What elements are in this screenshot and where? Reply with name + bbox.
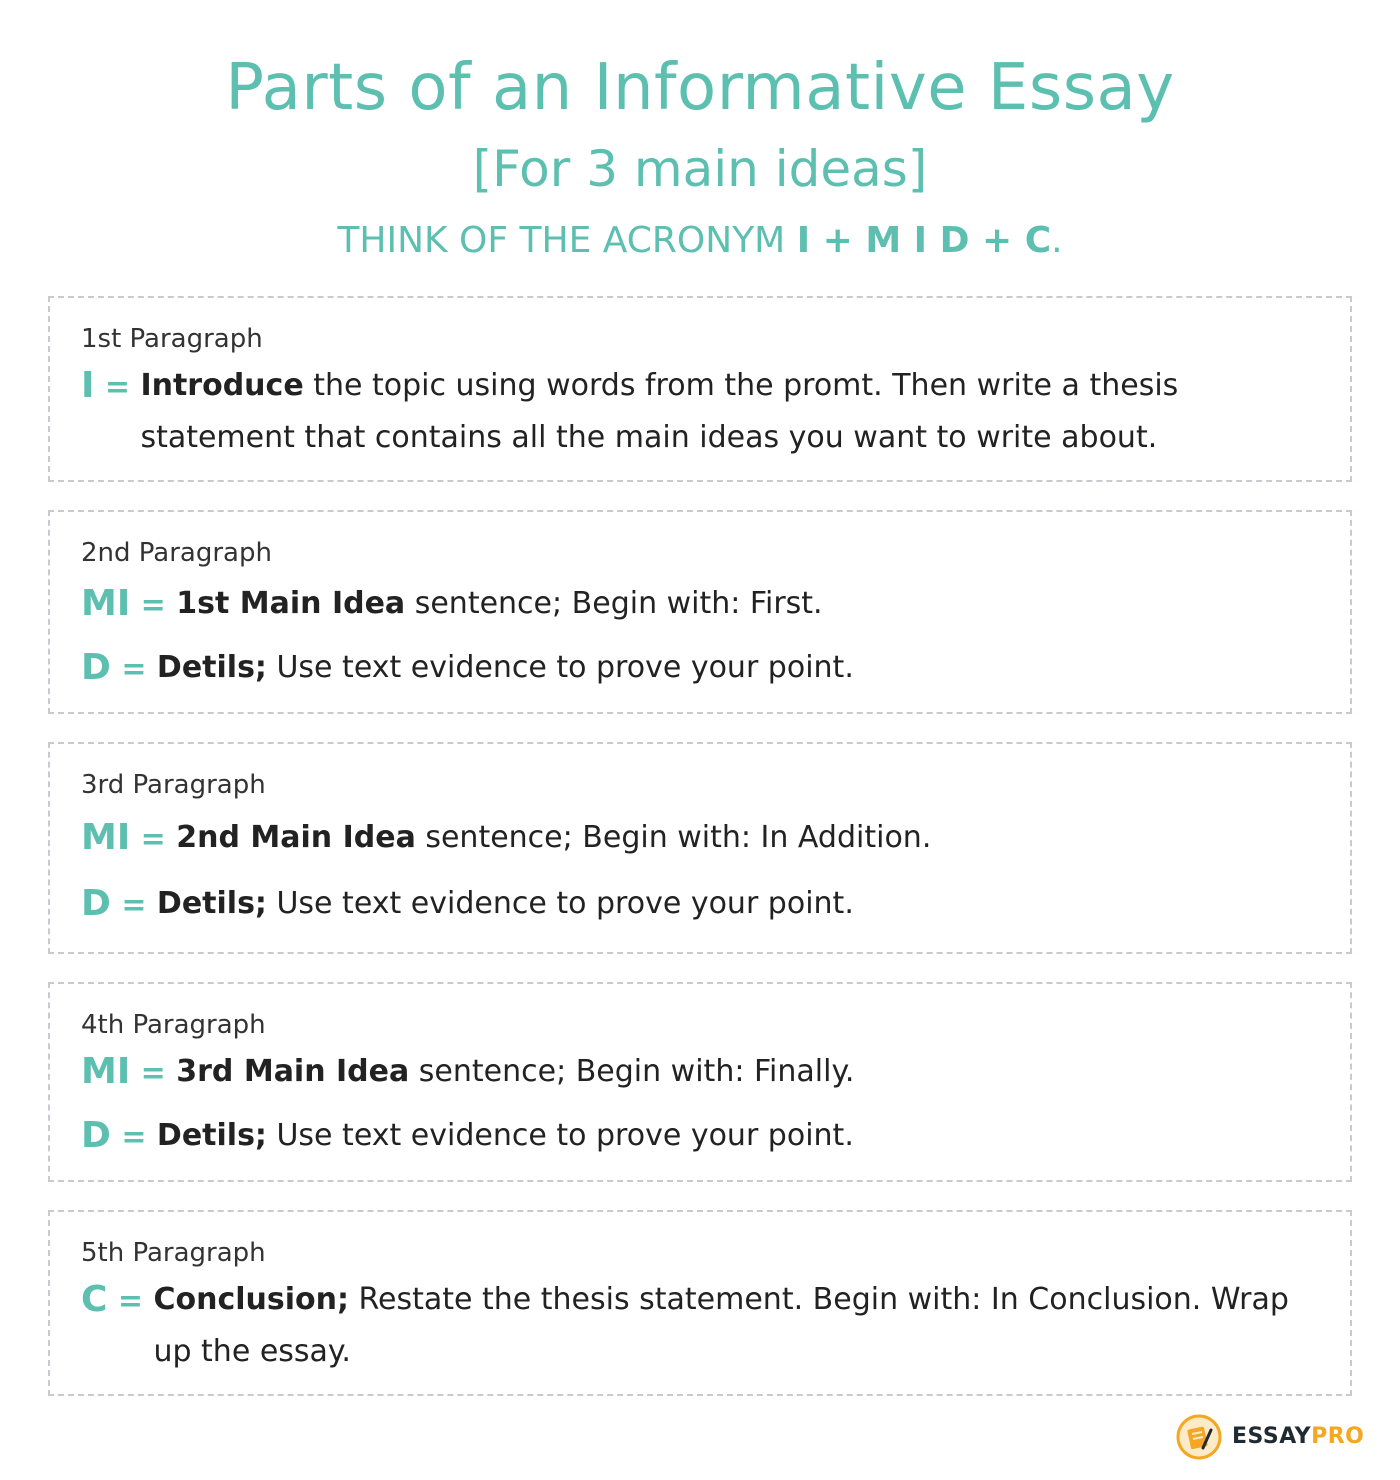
line-prefix — [81, 1274, 153, 1328]
acronym-letter: D — [81, 1115, 111, 1156]
acronym-letter: D — [81, 647, 111, 688]
paragraph-label: 4th Paragraph — [81, 1010, 266, 1040]
line-prefix — [81, 642, 157, 696]
line-term: Introduce — [140, 368, 304, 403]
paragraph-line — [81, 1110, 1330, 1164]
equals-sign: = — [107, 1284, 154, 1319]
paragraph-label: 3rd Paragraph — [81, 770, 266, 800]
acronym-letter: MI — [81, 817, 131, 858]
line-text: sentence; Begin with: First. — [405, 586, 823, 621]
paragraph-box-3 — [48, 742, 1352, 954]
equals-sign: = — [110, 652, 157, 687]
paragraph-label: 5th Paragraph — [81, 1238, 266, 1268]
paragraph-box-4 — [48, 982, 1352, 1182]
paragraph-box-2 — [48, 510, 1352, 714]
line-content — [176, 578, 1330, 630]
line-term: Conclusion; — [153, 1282, 349, 1317]
line-term: 3rd Main Idea — [176, 1054, 410, 1089]
line-term: 2nd Main Idea — [176, 820, 416, 855]
line-content — [140, 360, 1330, 464]
line-prefix — [81, 812, 176, 866]
paragraph-box-5 — [48, 1210, 1352, 1396]
acronym: I + M I D + C — [796, 220, 1052, 261]
acronym-letter: C — [81, 1279, 108, 1320]
line-content — [157, 642, 1330, 694]
line-prefix — [81, 578, 176, 632]
line-content — [157, 1110, 1330, 1162]
page-subtitle: [For 3 main ideas] — [472, 140, 928, 198]
logo-text-pro: PRO — [1311, 1424, 1365, 1449]
line-text: Restate the thesis statement. Begin with: In Conclusion. Wrap up the essay. — [153, 1282, 1289, 1369]
paragraph-line — [81, 812, 1330, 866]
paragraph-line — [81, 1046, 1330, 1100]
acronym-letter: D — [81, 883, 111, 924]
paragraph-label: 2nd Paragraph — [81, 538, 272, 568]
acronym-prefix: THINK OF THE ACRONYM — [337, 220, 797, 261]
pencil-paper-icon — [1176, 1414, 1222, 1460]
equals-sign: = — [110, 1120, 157, 1155]
equals-sign: = — [94, 370, 141, 405]
acronym-letter: I — [81, 365, 95, 406]
essaypro-logo[interactable] — [1176, 1414, 1364, 1460]
paragraph-line — [81, 878, 1330, 932]
line-text: sentence; Begin with: Finally. — [409, 1054, 855, 1089]
equals-sign: = — [130, 822, 177, 857]
line-text: the topic using words from the promt. Then write a thesis statement that contains all the main ideas you want to write about. — [140, 368, 1179, 455]
line-prefix — [81, 1046, 176, 1100]
line-text: Use text evidence to prove your point. — [266, 886, 854, 921]
paragraph-line — [81, 642, 1330, 696]
line-content — [153, 1274, 1330, 1378]
paragraph-box-1 — [48, 296, 1352, 482]
logo-text-essay: ESSAY — [1232, 1424, 1312, 1449]
logo-text — [1232, 1414, 1364, 1460]
line-term: Detils; — [156, 1118, 267, 1153]
equals-sign: = — [130, 588, 177, 623]
line-prefix — [81, 1110, 157, 1164]
line-term: Detils; — [156, 886, 267, 921]
page-title: Parts of an Informative Essay — [225, 51, 1175, 125]
line-content — [176, 812, 1330, 864]
paragraph-label: 1st Paragraph — [81, 324, 263, 354]
acronym-letter: MI — [81, 1051, 131, 1092]
line-content — [176, 1046, 1330, 1098]
equals-sign: = — [130, 1056, 177, 1091]
paragraph-line — [81, 360, 1330, 464]
acronym-suffix: . — [1051, 220, 1063, 261]
line-text: sentence; Begin with: In Addition. — [415, 820, 932, 855]
equals-sign: = — [110, 888, 157, 923]
line-term: Detils; — [156, 650, 267, 685]
acronym-line — [0, 216, 1400, 266]
line-prefix — [81, 360, 140, 414]
line-prefix — [81, 878, 157, 932]
line-text: Use text evidence to prove your point. — [266, 650, 854, 685]
acronym-letter: MI — [81, 583, 131, 624]
line-content — [157, 878, 1330, 930]
line-term: 1st Main Idea — [176, 586, 406, 621]
paragraph-line — [81, 1274, 1330, 1378]
line-text: Use text evidence to prove your point. — [266, 1118, 854, 1153]
paragraph-line — [81, 578, 1330, 632]
